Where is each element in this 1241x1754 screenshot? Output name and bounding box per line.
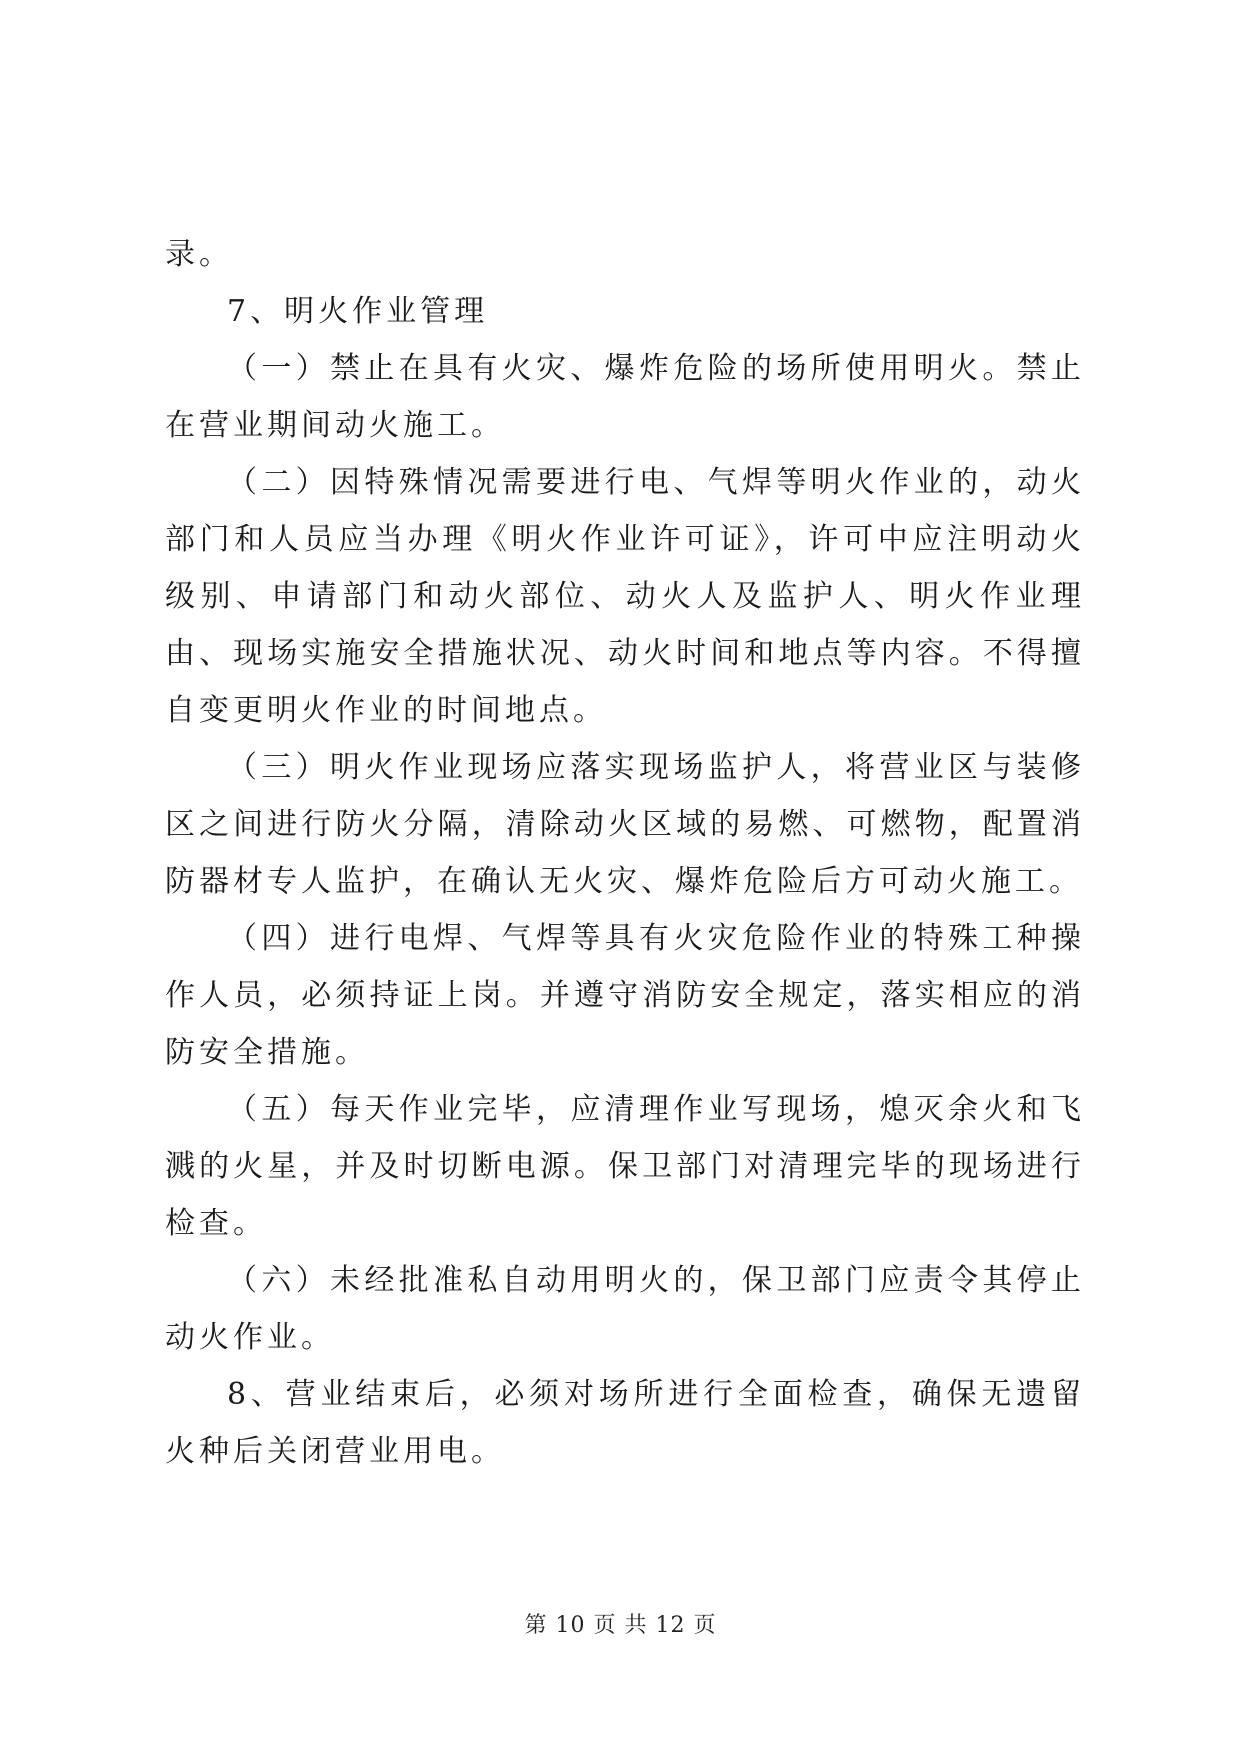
paragraph-item-6: （六）未经批准私自动用明火的，保卫部门应责令其停止动火作业。 (165, 1263, 1085, 1355)
section-heading-8: 8、营业结束后，必须对场所进行全面检查，确保无遗留火种后关闭营业用电。 (165, 1377, 1085, 1469)
page-number-footer: 第 10 页 共 12 页 (524, 1613, 717, 1638)
paragraph-item-2: （二）因特殊情况需要进行电、气焊等明火作业的，动火部门和人员应当办理《明火作业许可证》，许可中应注明动火级别、申请部门和动火部位、动火人及监护人、明火作业理由、现场实施安全措施状况、动火时间和地点等内容。不得擅自变更明火作业的时间地点。 (165, 465, 1085, 728)
section-heading-7: 7、明火作业管理 (227, 294, 489, 329)
paragraph-item-5: （五）每天作业完毕，应清理作业写现场，熄灭余火和飞溅的火星，并及时切断电源。保卫部门对清理完毕的现场进行检查。 (165, 1092, 1085, 1241)
paragraph-item-1: （一）禁止在具有火灾、爆炸危险的场所使用明火。禁止在营业期间动火施工。 (165, 351, 1085, 443)
paragraph-item-3: （三）明火作业现场应落实现场监护人，将营业区与装修区之间进行防火分隔，清除动火区域的易燃、可燃物，配置消防器材专人监护，在确认无火灾、爆炸危险后方可动火施工。 (165, 750, 1085, 899)
paragraph-continuation: 录。 (165, 237, 233, 272)
paragraph-item-4: （四）进行电焊、气焊等具有火灾危险作业的特殊工种操作人员，必须持证上岗。并遵守消防安全规定，落实相应的消防安全措施。 (165, 921, 1085, 1070)
document-body (165, 226, 1085, 1480)
